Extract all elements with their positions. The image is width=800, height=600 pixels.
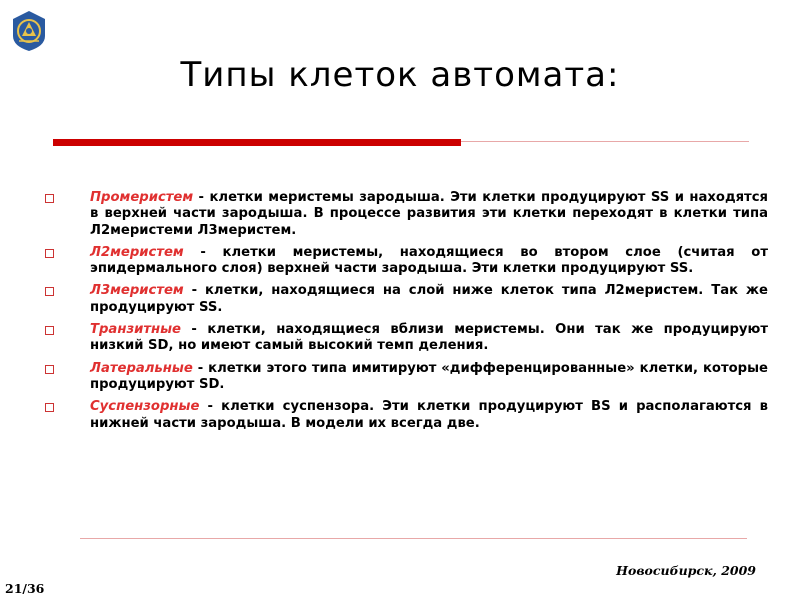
bullet-term: Суспензорные [90,399,200,415]
bullet-text: - клетки, находящиеся на слой ниже клеток типа Л2меристем. Так же продуцируют SS. [90,283,768,315]
bullet-item-l3meristem [45,283,768,316]
bullet-term: Латеральные [90,360,193,376]
bullet-text: - клетки суспензора. Эти клетки продуцируют BS и располагаются в нижней части зародыша. В модели их всегда две. [90,399,768,431]
square-bullet-icon [45,249,54,258]
slide-title: Типы клеток автомата: [180,55,620,95]
bullet-item-lateral [45,361,768,394]
page-number: 21/36 [5,581,45,596]
square-bullet-icon [45,194,54,203]
bullet-text: - клетки меристемы, находящиеся во втором слое (считая от эпидермального слоя) верхней части зародыша. Эти клетки продуцируют SS. [90,244,768,277]
square-bullet-icon [45,287,54,296]
square-bullet-icon [45,403,54,412]
institute-logo-icon [10,10,48,52]
footer-location: Новосибирск, 2009 [616,563,756,578]
footer-divider [80,538,747,539]
title-underline-accent [53,139,461,146]
bullet-item-l2meristem [45,245,768,278]
bullet-item-transit [45,322,768,355]
bullet-text: - клетки меристемы зародыша. Эти клетки продуцируют SS и находятся в верхней части зародыша. В процессе развития эти клетки переходят в клетки типа Л2меристеми Л3меристем. [90,190,768,238]
bullet-text: - клетки этого типа имитируют «дифференцированные» клетки, которые продуцируют SD. [90,360,768,392]
bullet-item-suspensor [45,399,768,432]
bullet-item-promeristem [45,190,768,239]
bullet-term: Л3меристем [90,283,184,299]
title-underline-thin [461,141,749,142]
bullet-text: - клетки, находящиеся вблизи меристемы. Они так же продуцируют низкий SD, но имеют самый высокий темп деления. [90,322,768,354]
bullet-term: Л2меристем [90,244,184,260]
square-bullet-icon [45,365,54,374]
bullet-term: Промеристем [90,190,194,205]
bullet-term: Транзитные [90,322,181,338]
bullet-list [45,190,768,438]
square-bullet-icon [45,326,54,335]
